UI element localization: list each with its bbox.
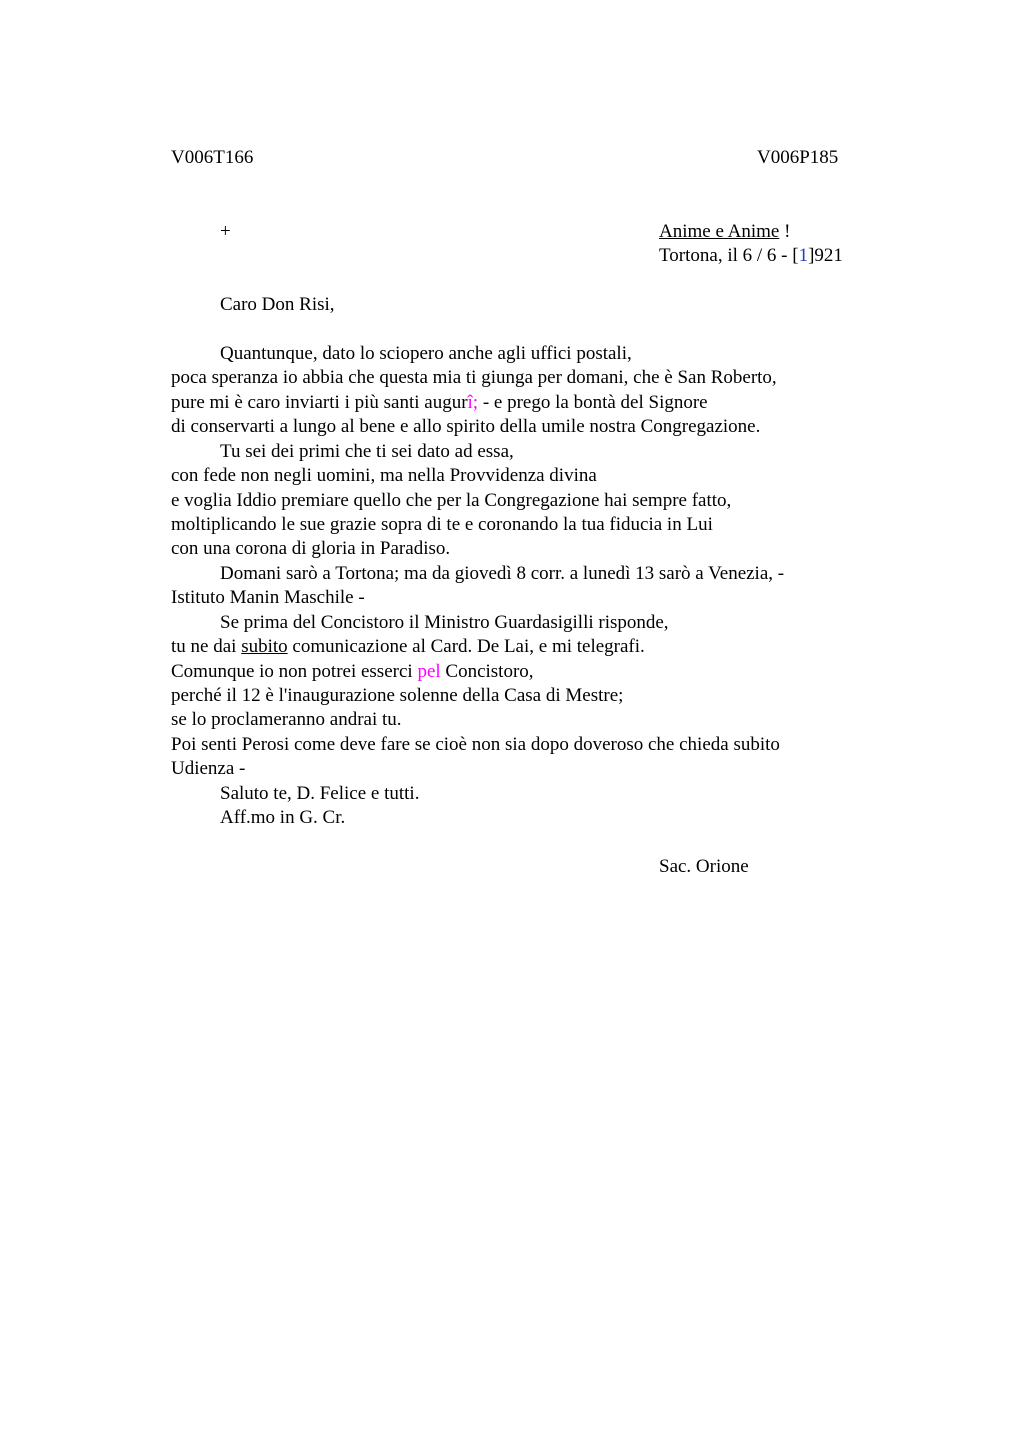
place-date-prefix: Tortona, il 6 / 6 - [ [659, 245, 799, 266]
document-code-right: V006P185 [757, 147, 839, 168]
body-line: se lo proclameranno andrai tu. [171, 709, 402, 730]
closing-greeting: Saluto te, D. Felice e tutti. [220, 783, 420, 804]
body-line: e voglia Iddio premiare quello che per la Congregazione hai sempre fatto, [171, 490, 732, 511]
body-text: - e prego la bontà del Signore [478, 392, 708, 413]
body-line: Tu sei dei primi che ti sei dato ad essa, [220, 441, 514, 462]
body-line: poca speranza io abbia che questa mia ti giunga per domani, che è San Roberto, [171, 367, 777, 388]
cross-mark: + [220, 221, 231, 242]
body-text: Comunque io non potrei esserci [171, 661, 418, 682]
body-line: Se prima del Concistoro il Ministro Guardasigilli risponde, [220, 612, 669, 633]
motto-exclamation: ! [779, 221, 791, 242]
body-line: moltiplicando le sue grazie sopra di te e coronando la tua fiducia in Lui [171, 514, 713, 535]
place-date-editorial-digit: 1 [798, 245, 809, 266]
body-line: con fede non negli uomini, ma nella Provvidenza divina [171, 465, 597, 486]
signature: Sac. Orione [659, 856, 749, 877]
body-text: tu ne dai [171, 636, 242, 657]
body-text: pure mi è caro inviarti i più santi augur [171, 392, 468, 413]
body-line [171, 635, 645, 659]
closing-formula: Aff.mo in G. Cr. [220, 807, 346, 828]
body-line: Istituto Manin Maschile - [171, 587, 365, 608]
place-date [659, 244, 843, 268]
body-text: comunicazione al Card. De Lai, e mi telegrafi. [287, 636, 645, 657]
body-line: con una corona di gloria in Paradiso. [171, 538, 451, 559]
body-line [171, 660, 534, 684]
body-line: Poi senti Perosi come deve fare se cioè non sia dopo doveroso che chieda subito [171, 734, 780, 755]
editorial-mark: î; [467, 392, 479, 413]
body-text: Concistoro, [440, 661, 534, 682]
document-code-left: V006T166 [171, 147, 254, 168]
motto [659, 220, 790, 244]
body-line: Udienza - [171, 758, 246, 779]
body-line: Quantunque, dato lo sciopero anche agli uffici postali, [220, 343, 632, 364]
editorial-mark: pel [417, 661, 441, 682]
body-line: Domani sarò a Tortona; ma da giovedì 8 corr. a lunedì 13 sarò a Venezia, - [220, 563, 785, 584]
underlined-word: subito [241, 636, 288, 657]
place-date-suffix: ]921 [808, 245, 843, 266]
body-line [171, 391, 708, 415]
body-line: di conservarti a lungo al bene e allo spirito della umile nostra Congregazione. [171, 416, 761, 437]
body-line: perché il 12 è l'inaugurazione solenne della Casa di Mestre; [171, 685, 624, 706]
motto-text: Anime e Anime [659, 221, 780, 242]
salutation: Caro Don Risi, [220, 294, 335, 315]
